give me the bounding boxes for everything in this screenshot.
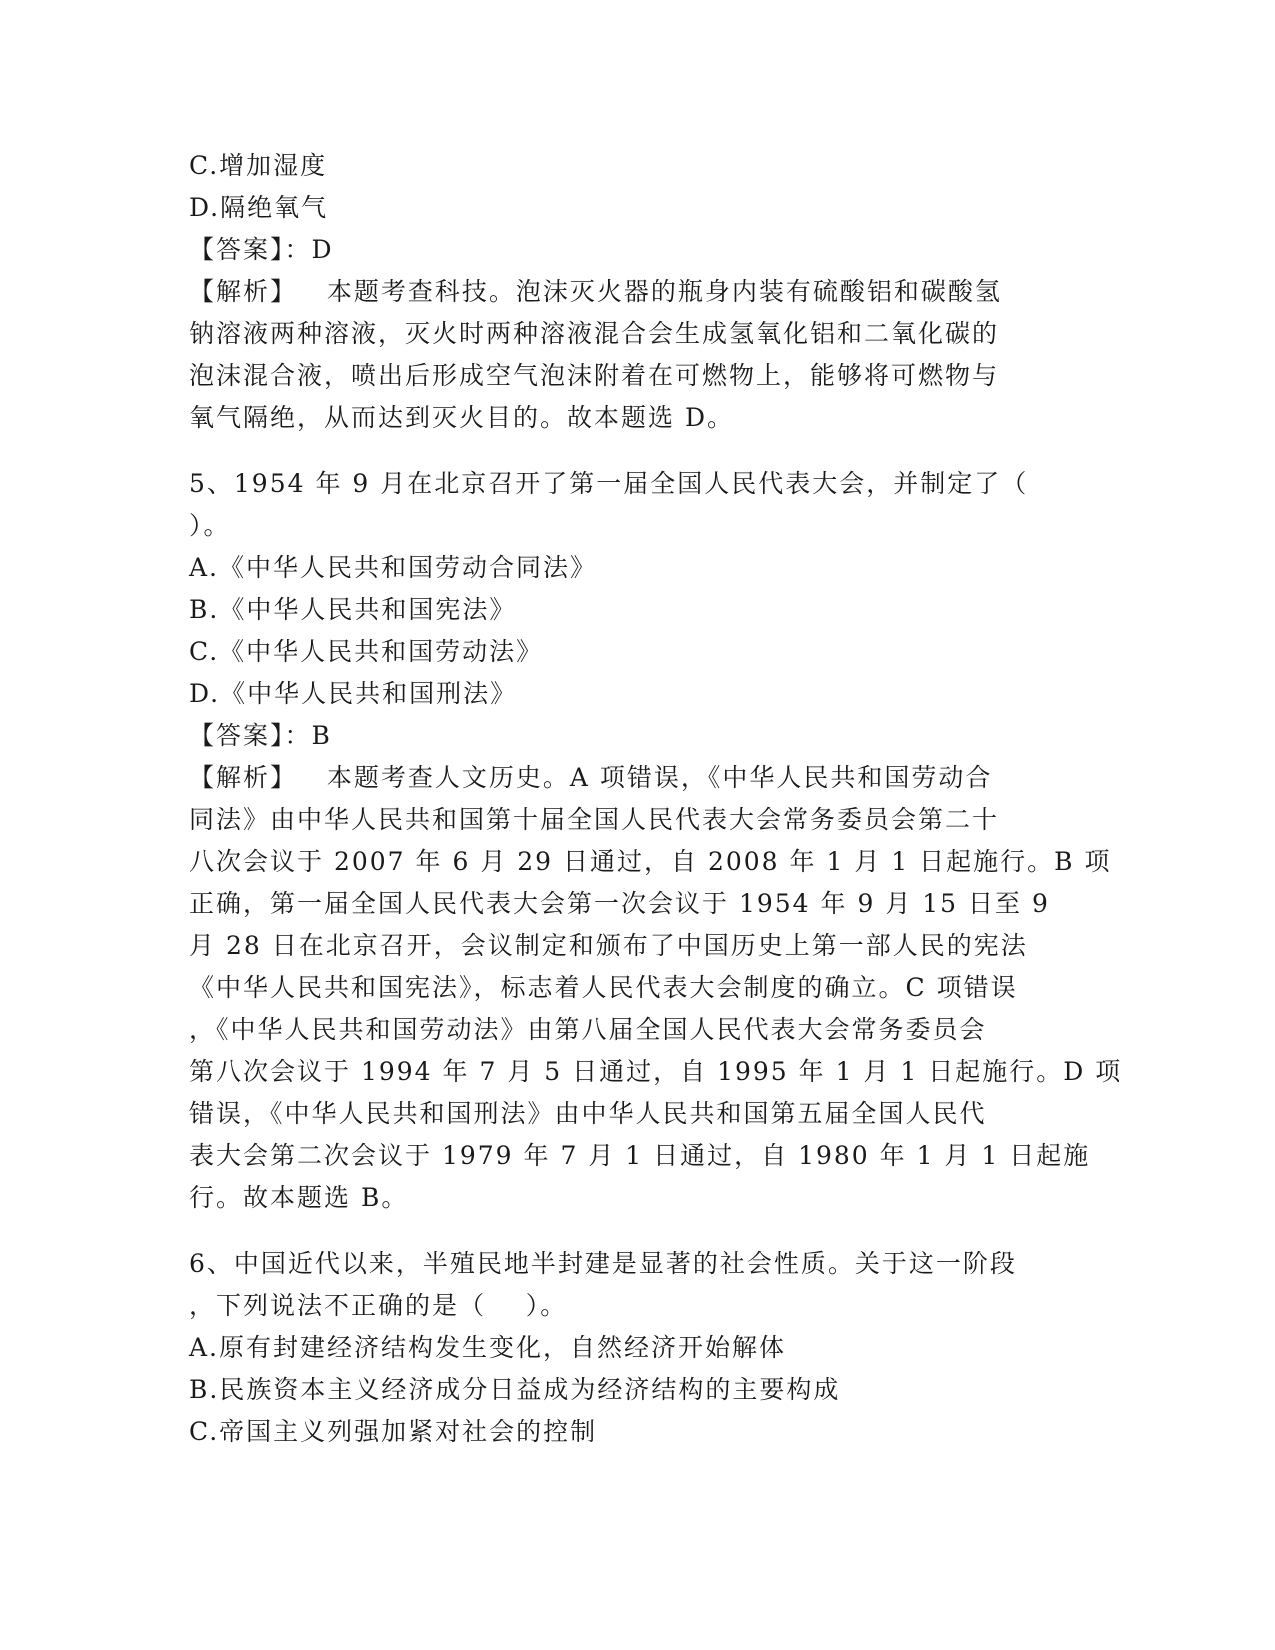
- analysis-line: ，《中华人民共和国劳动法》由第八届全国人民代表大会常务委员会: [189, 1015, 987, 1044]
- analysis-line: 月 28 日在北京召开，会议制定和颁布了中国历史上第一部人民的宪法: [189, 931, 1028, 960]
- option-a: A.原有封建经济结构发生变化，自然经济开始解体: [189, 1333, 787, 1362]
- analysis-line: 错误，《中华人民共和国刑法》由中华人民共和国第五届全国人民代: [189, 1099, 987, 1128]
- analysis-line: 八次会议于 2007 年 6 月 29 日通过，自 2008 年 1 月 1 日起施行。B 项: [189, 847, 1112, 876]
- analysis-line: 【解析】 本题考查科技。泡沫灭火器的瓶身内装有硫酸铝和碳酸氢: [189, 277, 1002, 306]
- question-text: ）。: [189, 511, 231, 540]
- analysis-line: 表大会第二次会议于 1979 年 7 月 1 日通过，自 1980 年 1 月 1 日起施: [189, 1141, 1091, 1170]
- option-c: C.增加湿度: [189, 151, 328, 180]
- question-6: [189, 1243, 1089, 1453]
- question-5: [189, 463, 1123, 1219]
- option-c: C.《中华人民共和国劳动法》: [189, 637, 544, 666]
- question-4-tail: [189, 145, 1089, 439]
- analysis-line: 行。故本题选 B。: [189, 1183, 409, 1212]
- option-b: B.《中华人民共和国宪法》: [189, 595, 517, 624]
- analysis-line: 【解析】 本题考查人文历史。A 项错误，《中华人民共和国劳动合: [189, 763, 993, 792]
- question-text: ，下列说法不正确的是（ ）。: [189, 1291, 568, 1320]
- option-d: D.隔绝氧气: [189, 193, 329, 222]
- analysis-line: 第八次会议于 1994 年 7 月 5 日通过，自 1995 年 1 月 1 日起施行。D 项: [189, 1057, 1123, 1086]
- analysis-line: 同法》由中华人民共和国第十届全国人民代表大会常务委员会第二十: [189, 805, 1000, 834]
- answer: 【答案】：D: [189, 235, 334, 264]
- option-b: B.民族资本主义经济成分日益成为经济结构的主要构成: [189, 1375, 841, 1404]
- analysis-line: 《中华人民共和国宪法》，标志着人民代表大会制度的确立。C 项错误: [189, 973, 1018, 1002]
- document-page: [189, 145, 1123, 1453]
- answer: 【答案】：B: [189, 721, 332, 750]
- option-a: A.《中华人民共和国劳动合同法》: [189, 553, 598, 582]
- option-d: D.《中华人民共和国刑法》: [189, 679, 518, 708]
- option-c: C.帝国主义列强加紧对社会的控制: [189, 1417, 598, 1446]
- analysis-line: 泡沫混合液，喷出后形成空气泡沫附着在可燃物上，能够将可燃物与: [189, 361, 1000, 390]
- analysis-line: 氧气隔绝，从而达到灭火目的。故本题选 D。: [189, 403, 734, 432]
- analysis-line: 钠溶液两种溶液，灭火时两种溶液混合会生成氢氧化铝和二氧化碳的: [189, 319, 1000, 348]
- question-text: 5、1954 年 9 月在北京召开了第一届全国人民代表大会，并制定了（: [189, 469, 1029, 498]
- question-text: 6、中国近代以来，半殖民地半封建是显著的社会性质。关于这一阶段: [189, 1249, 1017, 1278]
- analysis-line: 正确，第一届全国人民代表大会第一次会议于 1954 年 9 月 15 日至 9: [189, 889, 1050, 918]
